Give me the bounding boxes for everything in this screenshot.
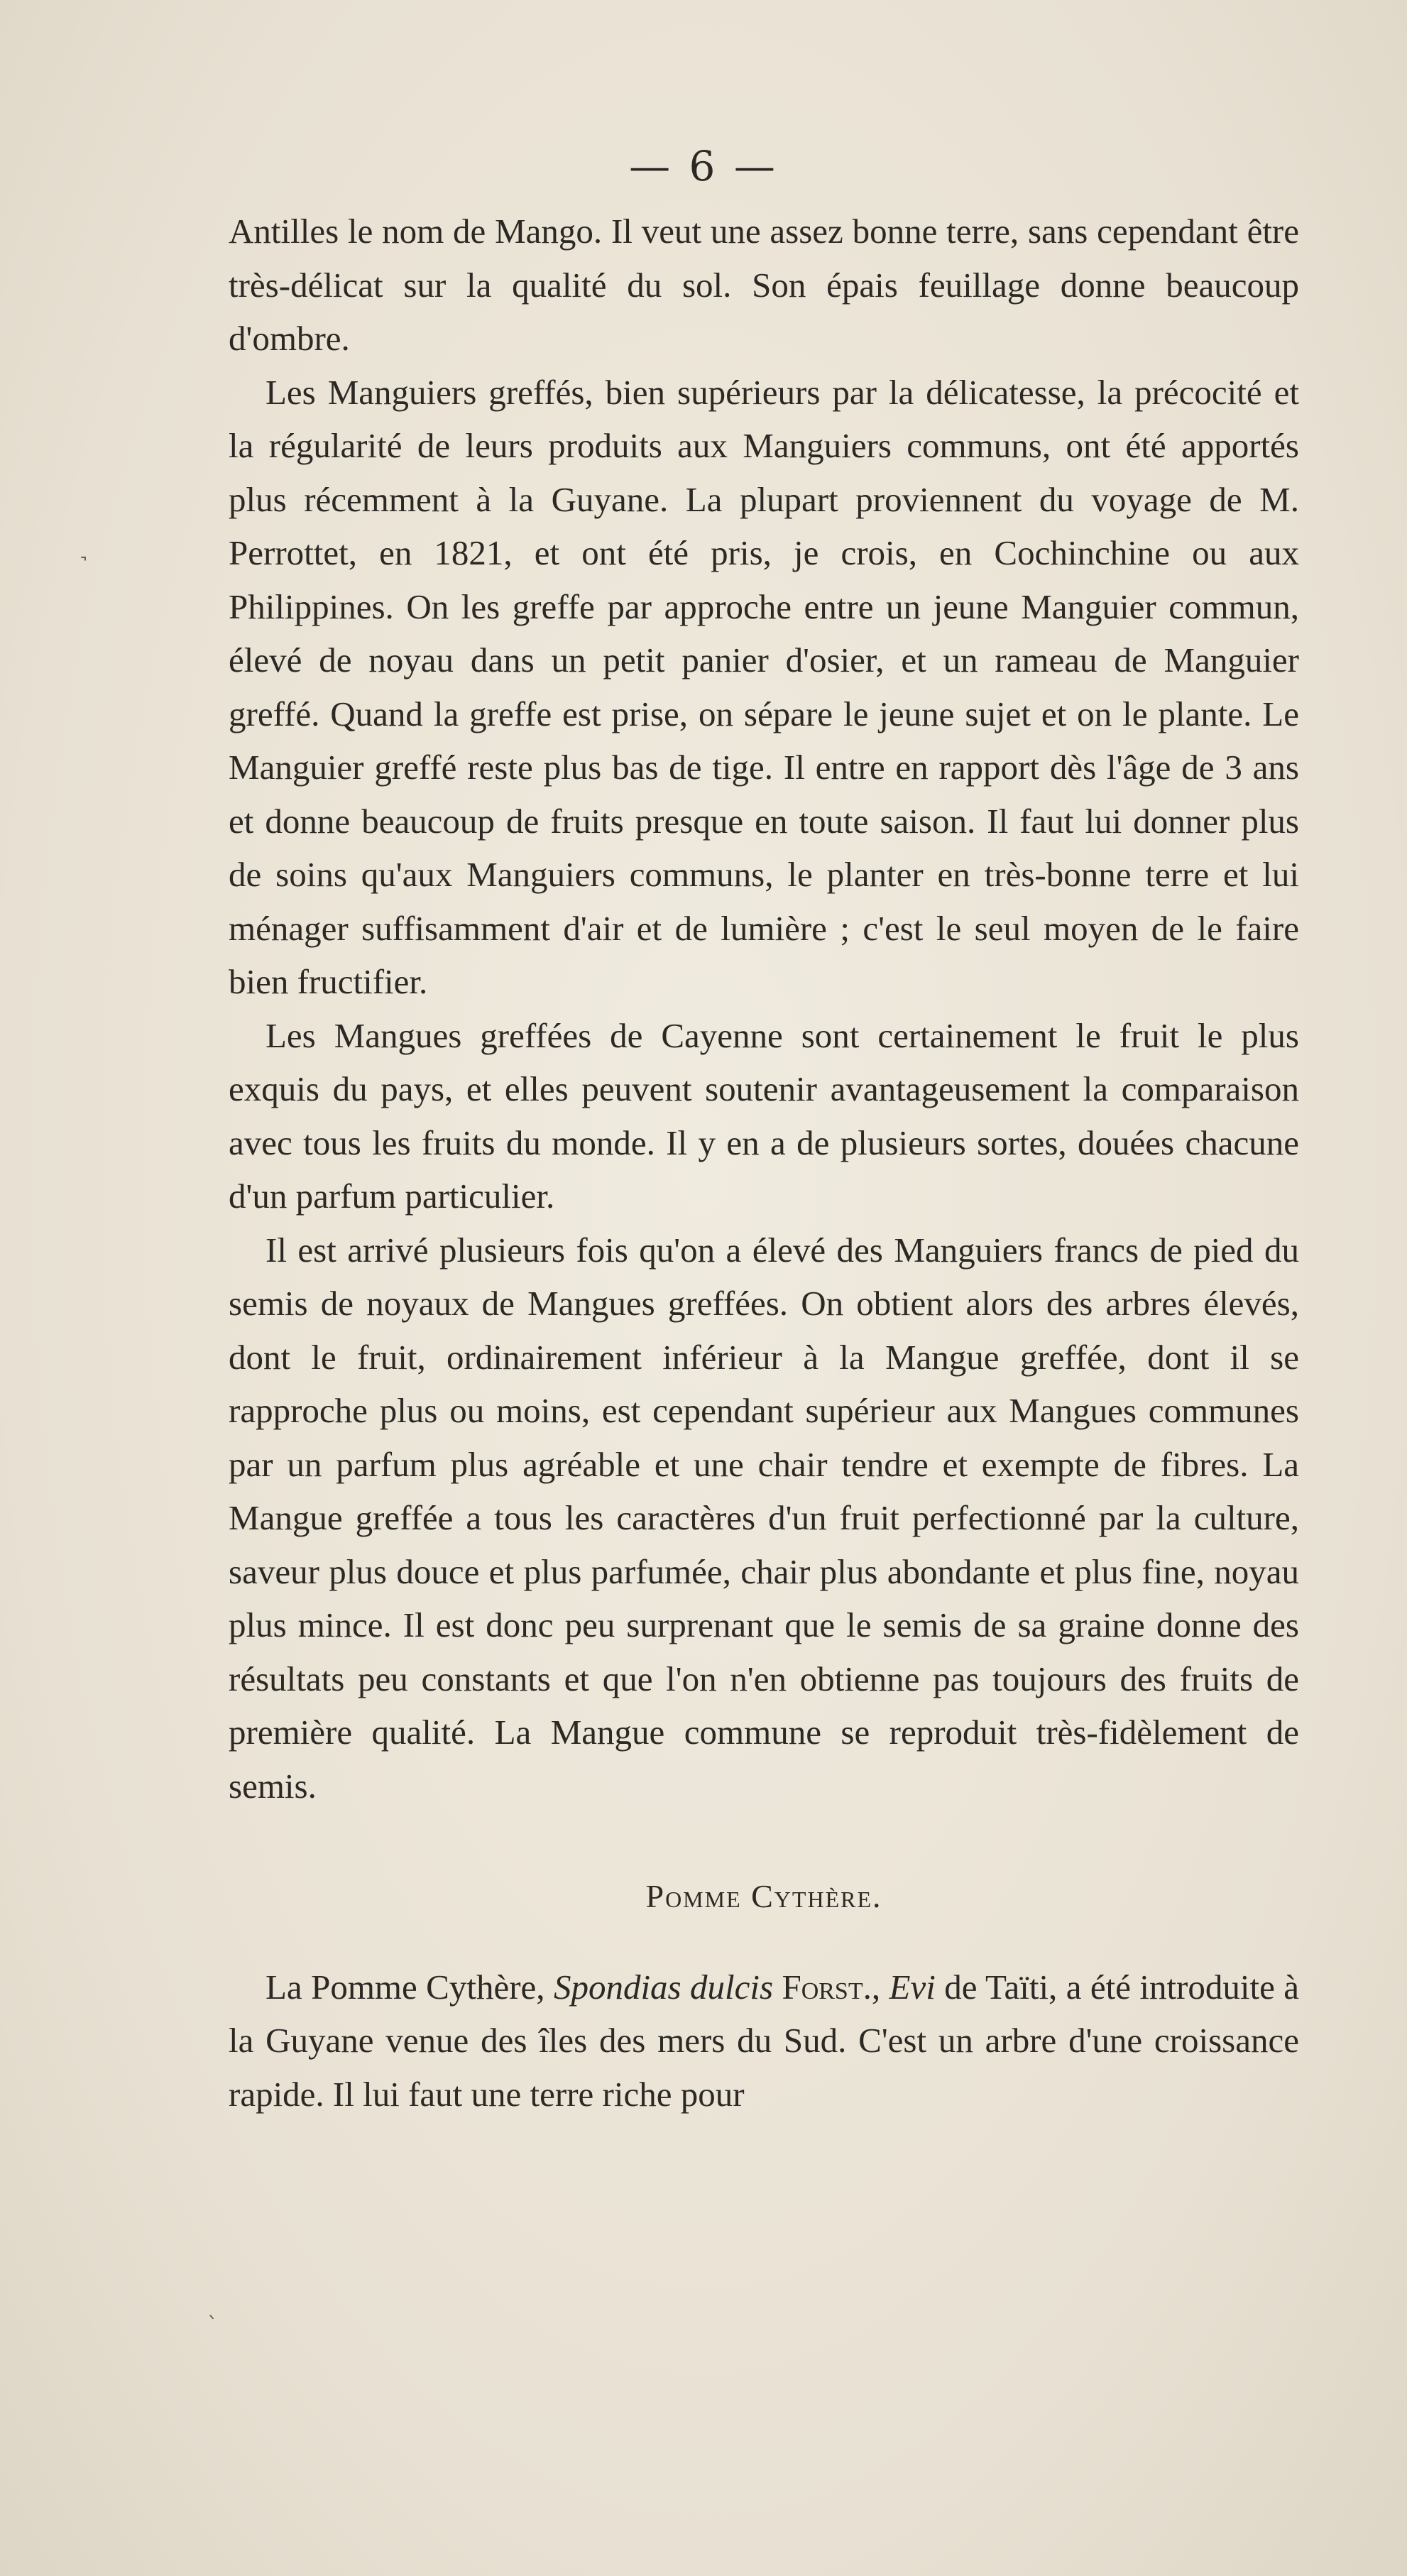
paragraph-continued: Antilles le nom de Mango. Il veut une assez bonne terre, sans cependant être très-délicat sur la qualité du sol. Son épais feuillage donne beaucoup d'ombre. xyxy=(229,212,1299,358)
text-run: , xyxy=(871,1967,889,2007)
local-name: Evi xyxy=(889,1967,936,2007)
paragraph: Il est arrivé plusieurs fois qu'on a élevé des Manguiers francs de pied du semis de noyaux de Mangues greffées. On obtient alors des arbres élevés, dont le fruit, ordinairement inférieur à la Mangue greffée, dont il se rapproche plus ou moins, est cependant supérieur aux Mangues communes par un parfum plus agréable et une chair tendre et exempte de fibres. La Mangue greffée a tous les caractères d'un fruit perfectionné par la culture, saveur plus douce et plus parfumée, chair plus abondante et plus fine, noyau plus mince. Il est donc peu surprenant que le semis de sa graine donne des résultats peu constants et que l'on n'en obtienne pas toujours des fruits de première qualité. La Mangue commune se reproduit très-fidèlement de semis. xyxy=(229,1230,1299,1806)
body-text xyxy=(229,204,1299,2121)
paragraph-pomme-cythere xyxy=(229,1960,1299,2122)
margin-mark: ˺ xyxy=(80,552,88,581)
stray-mark: ˎ xyxy=(207,2295,218,2320)
section-heading: Pomme Cythère. xyxy=(645,1878,882,1914)
species-name: Spondias dulcis xyxy=(553,1967,774,2007)
page-number: — 6 — xyxy=(629,142,778,190)
author-abbrev: Forst. xyxy=(782,1967,872,2007)
text-run: de Taïti, a été introduite à la Guyane venue des îles des mers du Sud. C'est un arbre d'une croissance rapide. Il lui faut une terre riche pour xyxy=(229,1967,1299,2114)
paragraph: Les Mangues greffées de Cayenne sont certainement le fruit le plus exquis du pays, et elles peuvent soutenir avantageusement la comparaison avec tous les fruits du monde. Il y en a de plusieurs sortes, douées chacune d'un parfum particulier. xyxy=(229,1015,1299,1216)
paragraph: Les Manguiers greffés, bien supérieurs par la délicatesse, la précocité et la régularité de leurs produits aux Manguiers communs, ont été apportés plus récemment à la Guyane. La plupart proviennent du voyage de M. Perrottet, en 1821, et ont été pris, je crois, en Cochinchine ou aux Philippines. On les greffe par approche entre un jeune Manguier commun, élevé de noyau dans un petit panier d'osier, et un rameau de Manguier greffé. Quand la greffe est prise, on sépare le jeune sujet et on le plante. Le Manguier greffé reste plus bas de tige. Il entre en rapport dès l'âge de 3 ans et donne beaucoup de fruits presque en toute saison. Il faut lui donner plus de soins qu'aux Manguiers communs, le planter en très-bonne terre et lui ménager suffisamment d'air et de lumière ; c'est le seul moyen de le faire bien fructifier. xyxy=(229,372,1299,1001)
text-run: La Pomme Cythère, xyxy=(265,1967,554,2007)
